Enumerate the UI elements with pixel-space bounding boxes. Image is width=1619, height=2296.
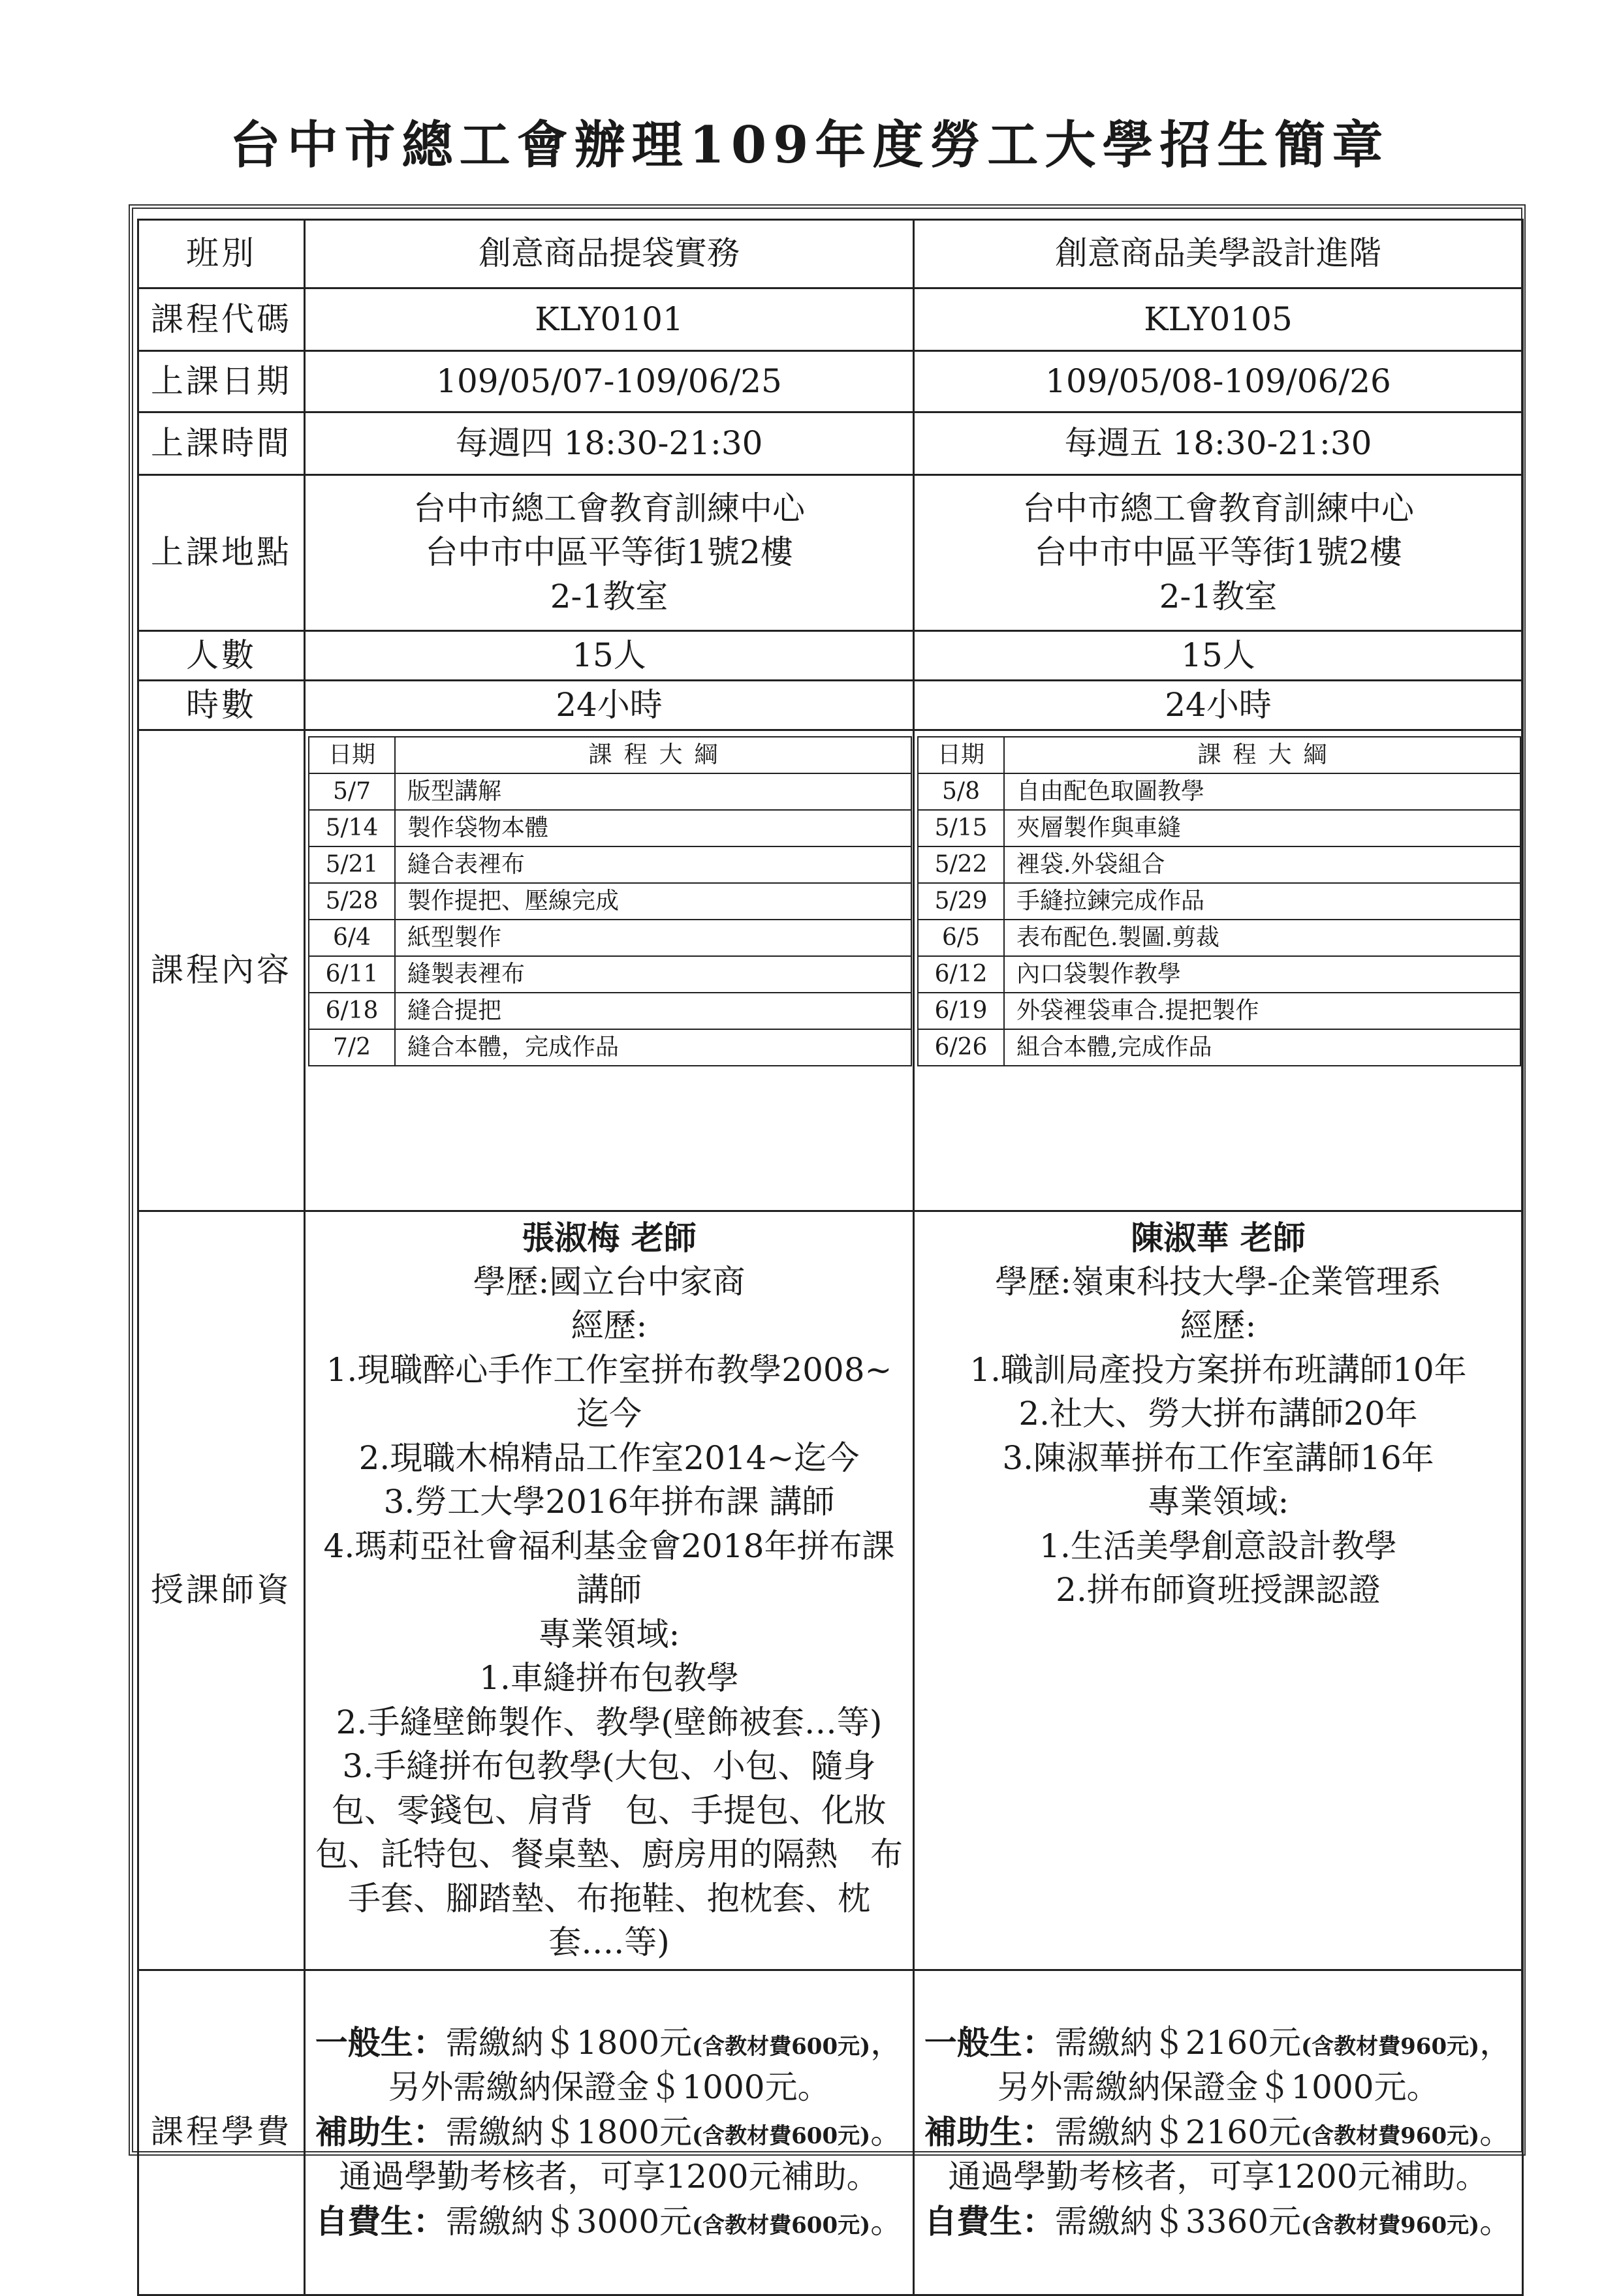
fee-tail: ， (1479, 2023, 1513, 2062)
outline-topic: 外袋裡袋車合.提把製作 (1004, 993, 1520, 1029)
outline-date: 6/11 (309, 956, 395, 993)
label-content: 課程內容 (138, 730, 305, 1211)
outline-row (918, 883, 1520, 920)
fee-text: 通過學勤考核者，可享1200元補助。 (339, 2158, 879, 2196)
fee-type: 補助生： (315, 2112, 446, 2151)
fee-line (924, 2199, 1513, 2244)
location-line: 台中市中區平等街1號2樓 (425, 533, 793, 572)
outline-row (918, 846, 1520, 883)
fee-info (305, 1970, 914, 2295)
outline-date: 6/26 (918, 1029, 1004, 1066)
outline-row (918, 810, 1520, 846)
row-dates (138, 351, 1523, 412)
outline-date: 5/28 (309, 883, 395, 920)
course-dates: 109/05/07-109/06/25 (305, 351, 914, 412)
course-name: 創意商品美學設計進階 (914, 220, 1523, 288)
course-location (914, 475, 1523, 631)
row-teachers (138, 1211, 1523, 1970)
outline-date: 6/5 (918, 920, 1004, 956)
row-content (138, 730, 1523, 1211)
fee-text: 需繳納＄3360元 (1054, 2202, 1302, 2241)
course-code: KLY0101 (305, 288, 914, 351)
row-class (138, 220, 1523, 288)
teacher-name: 張淑梅 老師 (522, 1218, 697, 1257)
course-dates: 109/05/08-109/06/26 (914, 351, 1523, 412)
outline-date: 5/14 (309, 810, 395, 846)
outline-header-row (309, 737, 911, 773)
outline-topic: 縫製表裡布 (395, 956, 911, 993)
outline-header-date: 日期 (918, 737, 1004, 773)
fee-text: 需繳納＄2160元 (1054, 2113, 1302, 2151)
outline-topic: 縫合表裡布 (395, 846, 911, 883)
teacher-line: 3.勞工大學2016年拼布課 講師 (383, 1483, 835, 1521)
teacher-line: 專業領域: (538, 1615, 680, 1653)
teacher-line: 經歷: (571, 1307, 648, 1344)
teacher-name: 陳淑華 老師 (1131, 1218, 1306, 1257)
teacher-line: 3.陳淑華拼布工作室講師16年 (1002, 1438, 1434, 1477)
fee-type: 一般生： (924, 2023, 1055, 2062)
outline-date: 6/19 (918, 993, 1004, 1029)
outline-header-date: 日期 (309, 737, 395, 773)
outline-topic: 縫合提把 (395, 993, 911, 1029)
fee-text: 需繳納＄2160元 (1054, 2023, 1302, 2062)
outline-row (309, 846, 911, 883)
outline-header-topic: 課程大綱 (1004, 737, 1520, 773)
location-line: 台中市總工會教育訓練中心 (1022, 489, 1414, 527)
outline-header-row (918, 737, 1520, 773)
fee-line (315, 2065, 904, 2110)
course-outline-table (308, 736, 912, 1066)
outline-date: 5/8 (918, 773, 1004, 810)
course-hours: 24小時 (305, 681, 914, 730)
location-line: 台中市中區平等街1號2樓 (1034, 533, 1402, 572)
course-people: 15人 (914, 631, 1523, 681)
fee-line (924, 2065, 1513, 2110)
outline-date: 5/29 (918, 883, 1004, 920)
outline-row (918, 773, 1520, 810)
course-hours: 24小時 (914, 681, 1523, 730)
fee-info (914, 1970, 1523, 2295)
location-line: 台中市總工會教育訓練中心 (413, 489, 805, 527)
outline-row (918, 920, 1520, 956)
outline-date: 6/4 (309, 920, 395, 956)
course-people: 15人 (305, 631, 914, 681)
row-code (138, 288, 1523, 351)
teacher-info (914, 1211, 1523, 1970)
row-time (138, 412, 1523, 475)
teacher-line: 4.瑪莉亞社會福利基金會2018年拼布課 講師 (323, 1527, 895, 1609)
course-table (137, 219, 1524, 2296)
row-people (138, 631, 1523, 681)
outline-row (309, 883, 911, 920)
outline-topic: 製作提把、壓線完成 (395, 883, 911, 920)
outline-topic: 手縫拉鍊完成作品 (1004, 883, 1520, 920)
outline-row (309, 810, 911, 846)
outline-row (309, 993, 911, 1029)
label-class: 班別 (138, 220, 305, 288)
outline-row (918, 993, 1520, 1029)
course-location (305, 475, 914, 631)
teacher-line: 2.社大、勞大拼布講師20年 (1018, 1395, 1418, 1433)
fee-type: 一般生： (315, 2023, 446, 2062)
fee-tail: 。 (1479, 2202, 1513, 2241)
course-time: 每週四 18:30-21:30 (305, 412, 914, 475)
outline-topic: 表布配色.製圖.剪裁 (1004, 920, 1520, 956)
fee-line (315, 2199, 904, 2244)
outline-date: 6/18 (309, 993, 395, 1029)
fee-material: (含教材費960元) (1301, 2122, 1480, 2149)
teacher-line: 2.手縫壁飾製作、教學(壁飾被套…等) (336, 1703, 883, 1741)
course-code: KLY0105 (914, 288, 1523, 351)
row-fees (138, 1970, 1523, 2295)
fee-tail: ， (870, 2023, 904, 2062)
teacher-line: 1.現職醉心手作工作室拼布教學2008~迄今 (326, 1350, 892, 1433)
outline-date: 5/22 (918, 846, 1004, 883)
location-line: 2-1教室 (1159, 577, 1278, 615)
row-hours (138, 681, 1523, 730)
teacher-line: 學歷:國立台中家商 (473, 1262, 746, 1301)
fee-tail: 。 (870, 2202, 904, 2241)
outline-date: 5/21 (309, 846, 395, 883)
outline-date: 7/2 (309, 1029, 395, 1066)
teacher-info (305, 1211, 914, 1970)
label-code: 課程代碼 (138, 288, 305, 351)
fee-text: 需繳納＄3000元 (445, 2202, 693, 2241)
label-time: 上課時間 (138, 412, 305, 475)
outline-date: 5/7 (309, 773, 395, 810)
fee-type: 補助生： (924, 2112, 1055, 2151)
fee-text: 另外需繳納保證金＄1000元。 (388, 2068, 830, 2107)
course-outline-cell (305, 730, 914, 1211)
fee-type: 自費生： (924, 2201, 1055, 2241)
teacher-line: 專業領域: (1147, 1483, 1289, 1521)
fee-material: (含教材費600元) (692, 2212, 871, 2239)
teacher-line: 經歷: (1180, 1307, 1257, 1344)
fee-material: (含教材費600元) (692, 2122, 871, 2149)
outline-date: 5/15 (918, 810, 1004, 846)
fee-text: 另外需繳納保證金＄1000元。 (997, 2068, 1439, 2107)
course-outline-table (917, 736, 1521, 1066)
outline-topic: 自由配色取圖教學 (1004, 773, 1520, 810)
fee-material: (含教材費600元) (692, 2033, 871, 2060)
outline-row (309, 956, 911, 993)
page-title: 台中市總工會辦理109年度勞工大學招生簡章 (229, 116, 1390, 175)
outline-row (309, 920, 911, 956)
teacher-line: 1.生活美學創意設計教學 (1039, 1527, 1397, 1565)
outline-row (918, 1029, 1520, 1066)
fee-line (315, 2110, 904, 2155)
label-teachers: 授課師資 (138, 1211, 305, 1970)
teacher-line: 2.現職木棉精品工作室2014~迄今 (358, 1438, 860, 1477)
fee-line (315, 2154, 904, 2199)
fee-material: (含教材費960元) (1301, 2033, 1480, 2060)
row-location (138, 475, 1523, 631)
course-time: 每週五 18:30-21:30 (914, 412, 1523, 475)
outline-topic: 組合本體,完成作品 (1004, 1029, 1520, 1066)
label-fees: 課程學費 (138, 1970, 305, 2295)
teacher-line: 1.車縫拼布包教學 (479, 1659, 739, 1697)
fee-line (924, 2154, 1513, 2199)
outline-topic: 製作袋物本體 (395, 810, 911, 846)
outline-topic: 縫合本體，完成作品 (395, 1029, 911, 1066)
fee-line (315, 2021, 904, 2066)
label-location: 上課地點 (138, 475, 305, 631)
teacher-line: 1.職訓局產投方案拼布班講師10年 (969, 1350, 1467, 1389)
fee-text: 通過學勤考核者，可享1200元補助。 (948, 2158, 1488, 2196)
outline-topic: 內口袋製作教學 (1004, 956, 1520, 993)
fee-tail: 。 (1479, 2113, 1513, 2151)
outline-topic: 紙型製作 (395, 920, 911, 956)
label-hours: 時數 (138, 681, 305, 730)
outline-topic: 版型講解 (395, 773, 911, 810)
teacher-line: 3.手縫拼布包教學(大包、小包、隨身包、零錢包、肩背 包、手提包、化妝包、託特包、餐桌墊、廚房用的隔熱 布手套、腳踏墊、布拖鞋、抱枕套、枕套….等) (315, 1747, 903, 1961)
fee-line (924, 2110, 1513, 2155)
fee-text: 需繳納＄1800元 (445, 2023, 693, 2062)
fee-material: (含教材費960元) (1301, 2212, 1480, 2239)
location-line: 2-1教室 (550, 577, 668, 615)
fee-type: 自費生： (315, 2201, 446, 2241)
label-people: 人數 (138, 631, 305, 681)
outline-row (918, 956, 1520, 993)
outline-date: 6/12 (918, 956, 1004, 993)
fee-text: 需繳納＄1800元 (445, 2113, 693, 2151)
outline-header-topic: 課程大綱 (395, 737, 911, 773)
course-outline-cell (914, 730, 1523, 1211)
outline-topic: 夾層製作與車縫 (1004, 810, 1520, 846)
label-dates: 上課日期 (138, 351, 305, 412)
outline-row (309, 773, 911, 810)
teacher-line: 學歷:嶺東科技大學-企業管理系 (995, 1262, 1441, 1301)
course-name: 創意商品提袋實務 (305, 220, 914, 288)
fee-tail: 。 (870, 2113, 904, 2151)
outline-topic: 裡袋.外袋組合 (1004, 846, 1520, 883)
teacher-line: 2.拼布師資班授課認證 (1056, 1571, 1381, 1609)
outline-row (309, 1029, 911, 1066)
fee-line (924, 2021, 1513, 2066)
